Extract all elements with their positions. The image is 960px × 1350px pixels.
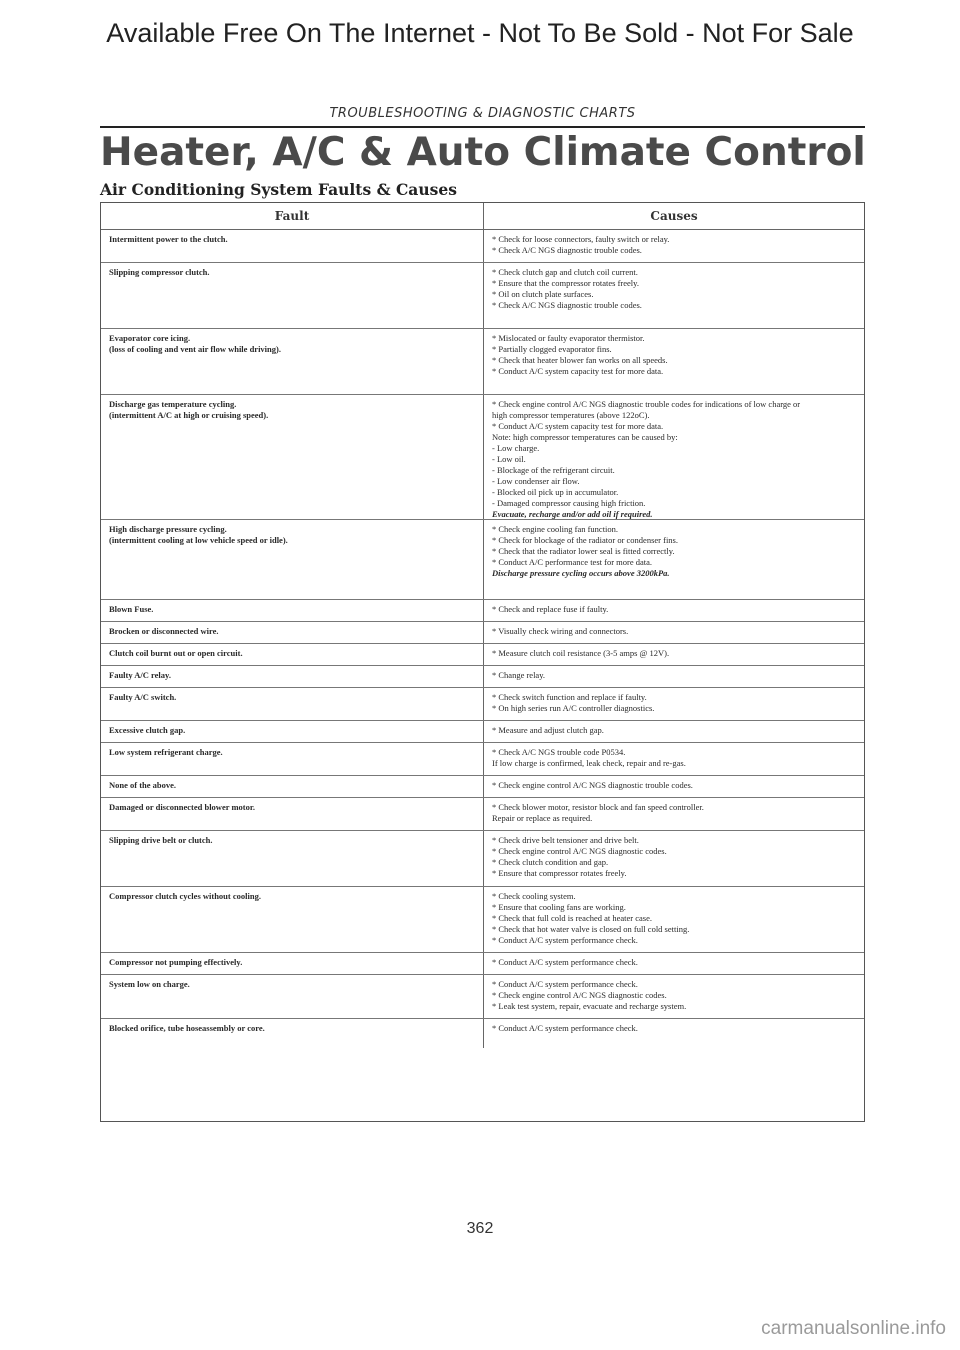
cause-text: * Check engine control A/C NGS diagnostic trouble codes for indications of low charge or (492, 399, 801, 409)
cause-text: - Damaged compressor causing high friction. (492, 498, 646, 508)
cause-text: * Conduct A/C system performance check. (492, 1023, 638, 1033)
cause-text: * Check that full cold is reached at heater case. (492, 913, 653, 923)
cause-text: - Blocked oil pick up in accumulator. (492, 487, 619, 497)
causes-cell (484, 600, 864, 621)
cause-text: * Check clutch gap and clutch coil current. (492, 267, 638, 277)
causes-cell (484, 395, 864, 519)
table-row (101, 975, 864, 1019)
fault-cell (101, 776, 484, 797)
cause-text: * Mislocated or faulty evaporator thermistor. (492, 333, 645, 343)
cause-text: - Low oil. (492, 454, 526, 464)
cause-text: * Check engine control A/C NGS diagnostic codes. (492, 846, 667, 856)
cause-text: * Check for loose connectors, faulty switch or relay. (492, 234, 670, 244)
cause-text: * Partially clogged evaporator fins. (492, 344, 612, 354)
page-number: 362 (466, 1220, 494, 1237)
causes-cell (484, 721, 864, 742)
fault-text: Faulty A/C relay. (109, 670, 171, 680)
cause-text: * Measure clutch coil resistance (3-5 amps @ 12V). (492, 648, 670, 658)
cause-text: * Conduct A/C system capacity test for more data. (492, 421, 664, 431)
table-row (101, 743, 864, 776)
page-subtitle: Air Conditioning System Faults & Causes (100, 180, 457, 199)
cause-text: * Check engine cooling fan function. (492, 524, 619, 534)
copyright-banner: Available Free On The Internet - Not To Be Sold - Not For Sale (106, 18, 854, 48)
fault-text: (intermittent A/C at high or cruising speed). (109, 410, 269, 420)
causes-cell (484, 798, 864, 830)
cause-text: * Check engine control A/C NGS diagnostic trouble codes. (492, 780, 693, 790)
table-row (101, 776, 864, 798)
cause-text: * Check A/C NGS diagnostic trouble codes. (492, 300, 642, 310)
causes-cell (484, 263, 864, 328)
page-title: Heater, A/C & Auto Climate Control (100, 130, 866, 175)
cause-text: * Ensure that the compressor rotates freely. (492, 278, 639, 288)
cause-text: * Check and replace fuse if faulty. (492, 604, 609, 614)
fault-text: Compressor not pumping effectively. (109, 957, 243, 967)
cause-text: If low charge is confirmed, leak check, repair and re-gas. (492, 758, 686, 768)
fault-cell (101, 644, 484, 665)
table-row (101, 953, 864, 975)
fault-cell (101, 688, 484, 720)
fault-cell (101, 798, 484, 830)
causes-cell (484, 743, 864, 775)
fault-cell (101, 887, 484, 952)
fault-text: Compressor clutch cycles without cooling. (109, 891, 261, 901)
fault-text: (intermittent cooling at low vehicle speed or idle). (109, 535, 288, 545)
cause-text: * On high series run A/C controller diagnostics. (492, 703, 655, 713)
table-body (101, 230, 864, 1048)
causes-cell (484, 887, 864, 952)
fault-text: System low on charge. (109, 979, 190, 989)
causes-column-header: Causes (650, 209, 698, 223)
cause-text: * Conduct A/C system performance check. (492, 979, 638, 989)
cause-text: * Ensure that compressor rotates freely. (492, 868, 627, 878)
cause-text: * Conduct A/C system capacity test for more data. (492, 366, 664, 376)
causes-cell (484, 831, 864, 886)
cause-text: - Low condenser air flow. (492, 476, 580, 486)
fault-text: Excessive clutch gap. (109, 725, 186, 735)
table-row (101, 1019, 864, 1048)
causes-cell (484, 953, 864, 974)
cause-text: Note: high compressor temperatures can be caused by: (492, 432, 678, 442)
fault-cell (101, 520, 484, 599)
fault-text: Evaporator core icing. (109, 333, 191, 343)
cause-text: - Blockage of the refrigerant circuit. (492, 465, 615, 475)
fault-column-header: Fault (101, 203, 484, 229)
fault-cell (101, 395, 484, 519)
causes-cell (484, 776, 864, 797)
table-row (101, 644, 864, 666)
fault-text: Damaged or disconnected blower motor. (109, 802, 255, 812)
cause-text: * Check engine control A/C NGS diagnostic codes. (492, 990, 667, 1000)
cause-text: * Check that heater blower fan works on all speeds. (492, 355, 668, 365)
fault-cell (101, 743, 484, 775)
table-row (101, 329, 864, 395)
fault-text: High discharge pressure cycling. (109, 524, 227, 534)
table-row (101, 520, 864, 600)
table-row (101, 263, 864, 329)
cause-text: * Check clutch condition and gap. (492, 857, 609, 867)
cause-text: * Check switch function and replace if faulty. (492, 692, 647, 702)
fault-cell (101, 831, 484, 886)
cause-text: * Conduct A/C system performance check. (492, 935, 638, 945)
cause-text: * Oil on clutch plate surfaces. (492, 289, 594, 299)
fault-text: Low system refrigerant charge. (109, 747, 223, 757)
cause-text: * Conduct A/C performance test for more data. (492, 557, 653, 567)
cause-text: * Check for blockage of the radiator or condenser fins. (492, 535, 678, 545)
cause-text: * Check that the radiator lower seal is fitted correctly. (492, 546, 675, 556)
causes-cell (484, 520, 864, 599)
fault-text: None of the above. (109, 780, 177, 790)
fault-cell (101, 329, 484, 394)
fault-cell (101, 230, 484, 262)
cause-text: * Check cooling system. (492, 891, 576, 901)
cause-text: Repair or replace as required. (492, 813, 593, 823)
cause-text: - Low charge. (492, 443, 540, 453)
cause-text: * Leak test system, repair, evacuate and recharge system. (492, 1001, 687, 1011)
fault-text: Blown Fuse. (109, 604, 154, 614)
cause-text: * Measure and adjust clutch gap. (492, 725, 604, 735)
fault-cell (101, 666, 484, 687)
table-row (101, 688, 864, 721)
cause-text: * Check blower motor, resistor block and fan speed controller. (492, 802, 704, 812)
causes-cell (484, 644, 864, 665)
cause-text: * Check A/C NGS diagnostic trouble codes. (492, 245, 642, 255)
cause-text: * Visually check wiring and connectors. (492, 626, 629, 636)
causes-cell (484, 666, 864, 687)
table-row (101, 622, 864, 644)
table-row (101, 798, 864, 831)
fault-text: Blocked orifice, tube hoseassembly or core. (109, 1023, 265, 1033)
causes-cell (484, 329, 864, 394)
cause-text: * Check A/C NGS trouble code P0534. (492, 747, 626, 757)
cause-text: * Check that hot water valve is closed on full cold setting. (492, 924, 690, 934)
fault-text: Faulty A/C switch. (109, 692, 177, 702)
table-row (101, 600, 864, 622)
causes-cell (484, 230, 864, 262)
section-header: TROUBLESHOOTING & DIAGNOSTIC CHARTS (100, 106, 865, 128)
causes-cell (484, 1019, 864, 1048)
fault-cell (101, 975, 484, 1018)
fault-text: Brocken or disconnected wire. (109, 626, 219, 636)
table-row (101, 230, 864, 263)
fault-cell (101, 263, 484, 328)
cause-text: * Change relay. (492, 670, 546, 680)
fault-cell (101, 953, 484, 974)
fault-text: Clutch coil burnt out or open circuit. (109, 648, 243, 658)
table-header-row (101, 203, 864, 230)
fault-cell (101, 721, 484, 742)
table-row (101, 666, 864, 688)
cause-text: Discharge pressure cycling occurs above 3200kPa. (492, 568, 670, 578)
faults-causes-table (100, 202, 865, 1122)
fault-text: Intermittent power to the clutch. (109, 234, 228, 244)
watermark: carmanualsonline.info (761, 1318, 946, 1339)
fault-text: Slipping drive belt or clutch. (109, 835, 213, 845)
fault-cell (101, 600, 484, 621)
table-row (101, 887, 864, 953)
causes-cell (484, 688, 864, 720)
cause-text: * Conduct A/C system performance check. (492, 957, 638, 967)
causes-cell (484, 975, 864, 1018)
cause-text: Evacuate, recharge and/or add oil if required. (492, 509, 653, 519)
cause-text: * Ensure that cooling fans are working. (492, 902, 626, 912)
cause-text: * Check drive belt tensioner and drive belt. (492, 835, 639, 845)
fault-text: Discharge gas temperature cycling. (109, 399, 237, 409)
fault-cell (101, 1019, 484, 1048)
table-row (101, 395, 864, 520)
causes-cell (484, 622, 864, 643)
fault-text: Slipping compressor clutch. (109, 267, 210, 277)
table-row (101, 831, 864, 887)
fault-text: (loss of cooling and vent air flow while driving). (109, 344, 281, 354)
table-row (101, 721, 864, 743)
cause-text: high compressor temperatures (above 122oC). (492, 410, 650, 420)
fault-cell (101, 622, 484, 643)
